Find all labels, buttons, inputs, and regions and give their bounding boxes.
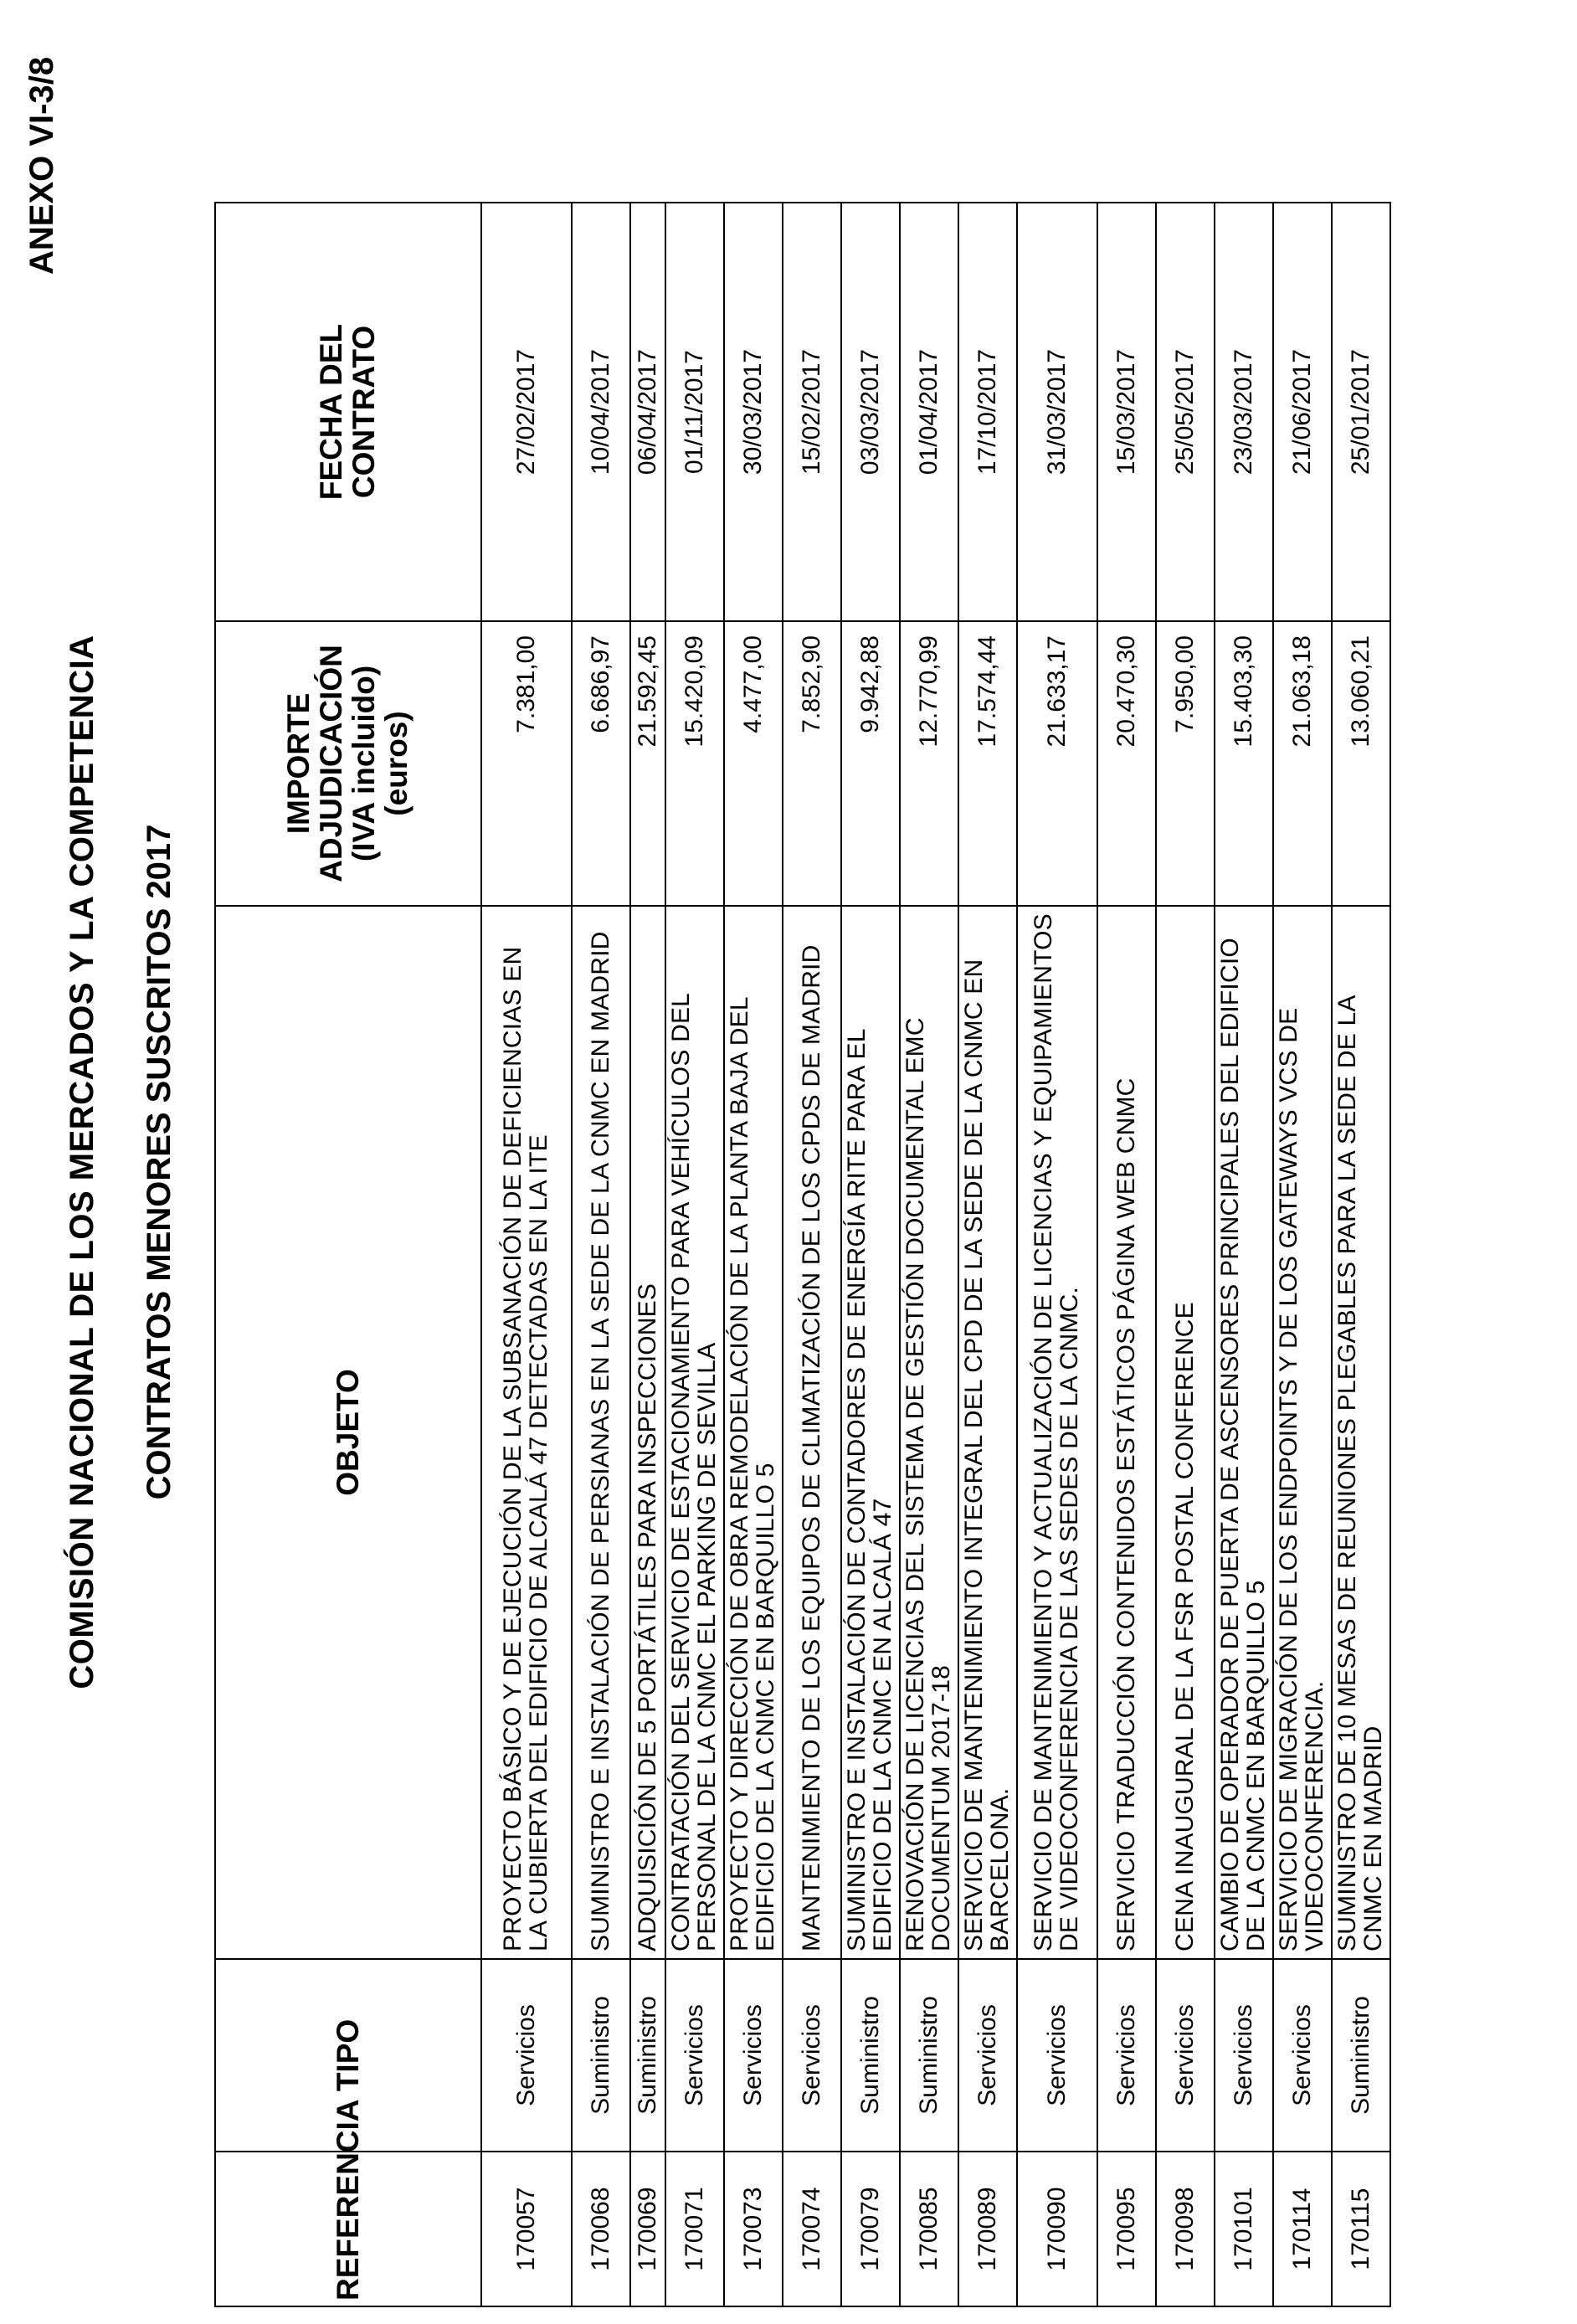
cell-fecha: 30/03/2017: [724, 203, 783, 621]
cell-objeto: SERVICIO DE MANTENIMIENTO INTEGRAL DEL CPD DE LA SEDE DE LA CNMC EN BARCELONA.: [958, 906, 1017, 1959]
header-fecha-line-2: CONTRATO: [347, 325, 381, 499]
cell-importe: 15.403,30: [1215, 621, 1273, 906]
table-row: [481, 203, 572, 2306]
header-importe-line-4: (euros): [378, 711, 414, 816]
cell-importe: 9.942,88: [841, 621, 900, 906]
cell-tipo: Servicios: [1156, 1959, 1215, 2152]
cell-tipo: Servicios: [783, 1959, 841, 2152]
cell-fecha: 10/04/2017: [572, 203, 630, 621]
cell-tipo: Servicios: [1273, 1959, 1332, 2152]
cell-referencia: 170114: [1273, 2152, 1332, 2306]
cell-importe: 15.420,09: [665, 621, 724, 906]
table-row: [1097, 203, 1156, 2306]
cell-objeto: SUMINISTRO E INSTALACIÓN DE PERSIANAS EN LA SEDE DE LA CNMC EN MADRID: [572, 906, 630, 1959]
header-importe-line-1: IMPORTE: [281, 692, 316, 835]
table-row: [572, 203, 630, 2306]
table-row: [665, 203, 724, 2306]
cell-importe: 7.381,00: [481, 621, 572, 906]
header-importe-line-3: (IVA incluido): [347, 665, 381, 862]
cell-objeto: CAMBIO DE OPERADOR DE PUERTA DE ASCENSORES PRINCIPALES DEL EDIFICIO DE LA CNMC EN BARQUILLO 5: [1215, 906, 1273, 1959]
cell-tipo: Suministro: [630, 1959, 665, 2152]
header-referencia: REFERENCIA: [215, 2152, 481, 2306]
cell-importe: 21.063,18: [1273, 621, 1332, 906]
cell-objeto: SUMINISTRO E INSTALACIÓN DE CONTADORES DE ENERGÍA RITE PARA EL EDIFICIO DE LA CNMC EN ALCALÁ 47: [841, 906, 900, 1959]
cell-importe: 6.686,97: [572, 621, 630, 906]
page-subtitle: CONTRATOS MENORES SUSCRITOS 2017: [141, 824, 177, 1500]
cell-fecha: 25/05/2017: [1156, 203, 1215, 621]
table-row: [1215, 203, 1273, 2306]
cell-referencia: 170085: [900, 2152, 958, 2306]
cell-tipo: Suministro: [900, 1959, 958, 2152]
cell-importe: 21.592,45: [630, 621, 665, 906]
table-row: [1017, 203, 1097, 2306]
cell-importe: 7.950,00: [1156, 621, 1215, 906]
cell-objeto: MANTENIMIENTO DE LOS EQUIPOS DE CLIMATIZACIÓN DE LOS CPDS DE MADRID: [783, 906, 841, 1959]
cell-referencia: 170074: [783, 2152, 841, 2306]
cell-objeto: SERVICIO DE MIGRACIÓN DE LOS ENDPOINTS Y DE LOS GATEWAYS VCS DE VIDEOCONFERENCIA.: [1273, 906, 1332, 1959]
table-header-row: [215, 203, 481, 2306]
cell-fecha: 01/11/2017: [665, 203, 724, 621]
cell-fecha: 01/04/2017: [900, 203, 958, 621]
header-fecha-line-1: FECHA DEL: [314, 323, 349, 501]
table-row: [783, 203, 841, 2306]
cell-referencia: 170115: [1332, 2152, 1390, 2306]
cell-tipo: Suministro: [572, 1959, 630, 2152]
cell-objeto: SERVICIO TRADUCCIÓN CONTENIDOS ESTÁTICOS PÁGINA WEB CNMC: [1097, 906, 1156, 1959]
cell-importe: 17.574,44: [958, 621, 1017, 906]
cell-fecha: 15/03/2017: [1097, 203, 1156, 621]
table-row: [1332, 203, 1390, 2306]
annex-label: ANEXO VI-3/8: [23, 56, 60, 275]
cell-referencia: 170071: [665, 2152, 724, 2306]
cell-tipo: Suministro: [841, 1959, 900, 2152]
cell-referencia: 170079: [841, 2152, 900, 2306]
header-importe: [215, 621, 481, 906]
cell-referencia: 170101: [1215, 2152, 1273, 2306]
table-body: [481, 203, 1390, 2306]
cell-fecha: 17/10/2017: [958, 203, 1017, 621]
cell-importe: 7.852,90: [783, 621, 841, 906]
cell-objeto: SUMINISTRO DE 10 MESAS DE REUNIONES PLEGABLES PARA LA SEDE DE LA CNMC EN MADRID: [1332, 906, 1390, 1959]
cell-importe: 20.470,30: [1097, 621, 1156, 906]
cell-fecha: 27/02/2017: [481, 203, 572, 621]
cell-fecha: 31/03/2017: [1017, 203, 1097, 621]
cell-referencia: 170098: [1156, 2152, 1215, 2306]
cell-tipo: Suministro: [1332, 1959, 1390, 2152]
header-objeto: OBJETO: [215, 906, 481, 1959]
cell-referencia: 170090: [1017, 2152, 1097, 2306]
cell-fecha: 06/04/2017: [630, 203, 665, 621]
cell-referencia: 170095: [1097, 2152, 1156, 2306]
table-row: [724, 203, 783, 2306]
header-tipo: TIPO: [215, 1959, 481, 2152]
cell-fecha: 21/06/2017: [1273, 203, 1332, 621]
cell-importe: 13.060,21: [1332, 621, 1390, 906]
cell-fecha: 15/02/2017: [783, 203, 841, 621]
contracts-table: [214, 202, 1391, 2307]
table-row: [958, 203, 1017, 2306]
cell-objeto: SERVICIO DE MANTENIMIENTO Y ACTUALIZACIÓN DE LICENCIAS Y EQUIPAMIENTOS DE VIDEOCONFERENCIA DE LAS SEDES DE LA CNMC.: [1017, 906, 1097, 1959]
header-importe-line-2: ADJUDICACIÓN: [314, 645, 349, 882]
cell-tipo: Servicios: [1017, 1959, 1097, 2152]
cell-importe: 4.477,00: [724, 621, 783, 906]
table-row: [841, 203, 900, 2306]
cell-tipo: Servicios: [1097, 1959, 1156, 2152]
cell-objeto: CENA INAUGURAL DE LA FSR POSTAL CONFERENCE: [1156, 906, 1215, 1959]
table-row: [1156, 203, 1215, 2306]
cell-fecha: 23/03/2017: [1215, 203, 1273, 621]
cell-tipo: Servicios: [958, 1959, 1017, 2152]
cell-objeto: CONTRATACIÓN DEL SERVICIO DE ESTACIONAMIENTO PARA VEHÍCULOS DEL PERSONAL DE LA CNMC EL PARKING DE SEVILLA: [665, 906, 724, 1959]
cell-referencia: 170089: [958, 2152, 1017, 2306]
cell-objeto: ADQUISICIÓN DE 5 PORTÁTILES PARA INSPECCIONES: [630, 906, 665, 1959]
cell-tipo: Servicios: [665, 1959, 724, 2152]
header-fecha: [215, 203, 481, 621]
cell-referencia: 170057: [481, 2152, 572, 2306]
cell-referencia: 170069: [630, 2152, 665, 2306]
cell-fecha: 25/01/2017: [1332, 203, 1390, 621]
cell-tipo: Servicios: [481, 1959, 572, 2152]
cell-fecha: 03/03/2017: [841, 203, 900, 621]
cell-tipo: Servicios: [1215, 1959, 1273, 2152]
cell-tipo: Servicios: [724, 1959, 783, 2152]
cell-referencia: 170073: [724, 2152, 783, 2306]
page-title: COMISIÓN NACIONAL DE LOS MERCADOS Y LA COMPETENCIA: [64, 635, 100, 1689]
cell-objeto: PROYECTO BÁSICO Y DE EJECUCIÓN DE LA SUBSANACIÓN DE DEFICIENCIAS EN LA CUBIERTA DEL EDIFICIO DE ALCALÁ 47 DETECTADAS EN LA ITE: [481, 906, 572, 1959]
cell-objeto: RENOVACIÓN DE LICENCIAS DEL SISTEMA DE GESTIÓN DOCUMENTAL EMC DOCUMENTUM 2017-18: [900, 906, 958, 1959]
cell-importe: 21.633,17: [1017, 621, 1097, 906]
table-row: [630, 203, 665, 2306]
cell-objeto: PROYECTO Y DIRECCIÓN DE OBRA REMODELACIÓN DE LA PLANTA BAJA DEL EDIFICIO DE LA CNMC EN BARQUILLO 5: [724, 906, 783, 1959]
cell-importe: 12.770,99: [900, 621, 958, 906]
table-row: [1273, 203, 1332, 2306]
cell-referencia: 170068: [572, 2152, 630, 2306]
table-row: [900, 203, 958, 2306]
